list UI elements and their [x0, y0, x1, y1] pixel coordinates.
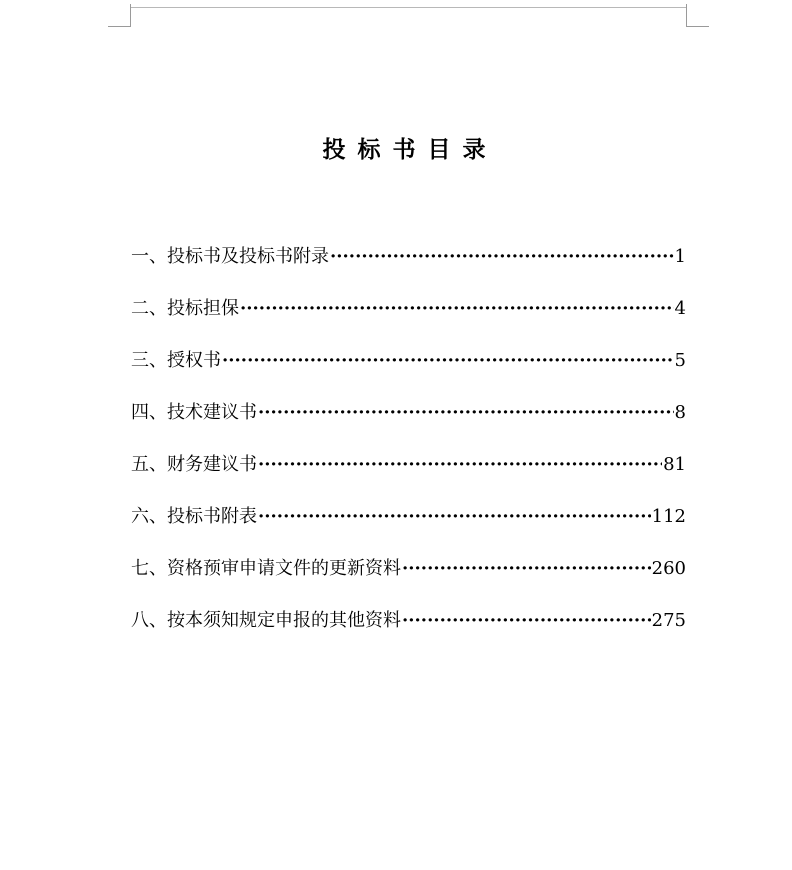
toc-dot-leader: [258, 450, 662, 480]
toc-entry-page: 4: [674, 298, 686, 319]
toc-entry-label: 三、授权书: [131, 350, 221, 371]
toc-entry[interactable]: [131, 606, 686, 658]
corner-mark-top-right-horizontal: [686, 26, 709, 27]
toc-entry-label: 八、按本须知规定申报的其他资料: [131, 610, 401, 631]
toc-dot-leader: [402, 606, 651, 636]
toc-entry-page: 8: [674, 402, 686, 423]
toc-dot-leader: [330, 242, 674, 272]
toc-entry[interactable]: [131, 450, 686, 502]
toc-dot-leader: [222, 346, 674, 376]
toc-dot-leader: [258, 502, 651, 532]
toc-entry-label: 四、技术建议书: [131, 402, 257, 423]
toc-entry-page: 5: [674, 350, 686, 371]
corner-mark-top-left-horizontal: [108, 26, 131, 27]
toc-dot-leader: [402, 554, 651, 584]
toc-entry[interactable]: [131, 502, 686, 554]
toc-entry-page: 260: [651, 558, 686, 579]
toc-entry-label: 五、财务建议书: [131, 454, 257, 475]
toc-entry[interactable]: [131, 242, 686, 294]
toc-entry[interactable]: [131, 398, 686, 450]
toc-dot-leader: [240, 294, 674, 324]
document-title: 投标书目录: [322, 137, 498, 163]
toc-entry[interactable]: [131, 554, 686, 606]
toc-entry-page: 112: [651, 506, 686, 527]
table-of-contents: [131, 242, 686, 658]
toc-entry-label: 六、投标书附表: [131, 506, 257, 527]
page-top-edge: [131, 7, 686, 8]
toc-entry-label: 二、投标担保: [131, 298, 239, 319]
toc-entry-page: 275: [651, 610, 686, 631]
toc-entry-label: 七、资格预审申请文件的更新资料: [131, 558, 401, 579]
corner-mark-top-right-vertical: [686, 4, 687, 27]
toc-entry[interactable]: [131, 346, 686, 398]
toc-entry-page: 81: [663, 454, 686, 475]
toc-dot-leader: [258, 398, 674, 428]
toc-entry-label: 一、投标书及投标书附录: [131, 246, 329, 267]
toc-entry-page: 1: [674, 246, 686, 267]
toc-entry[interactable]: [131, 294, 686, 346]
